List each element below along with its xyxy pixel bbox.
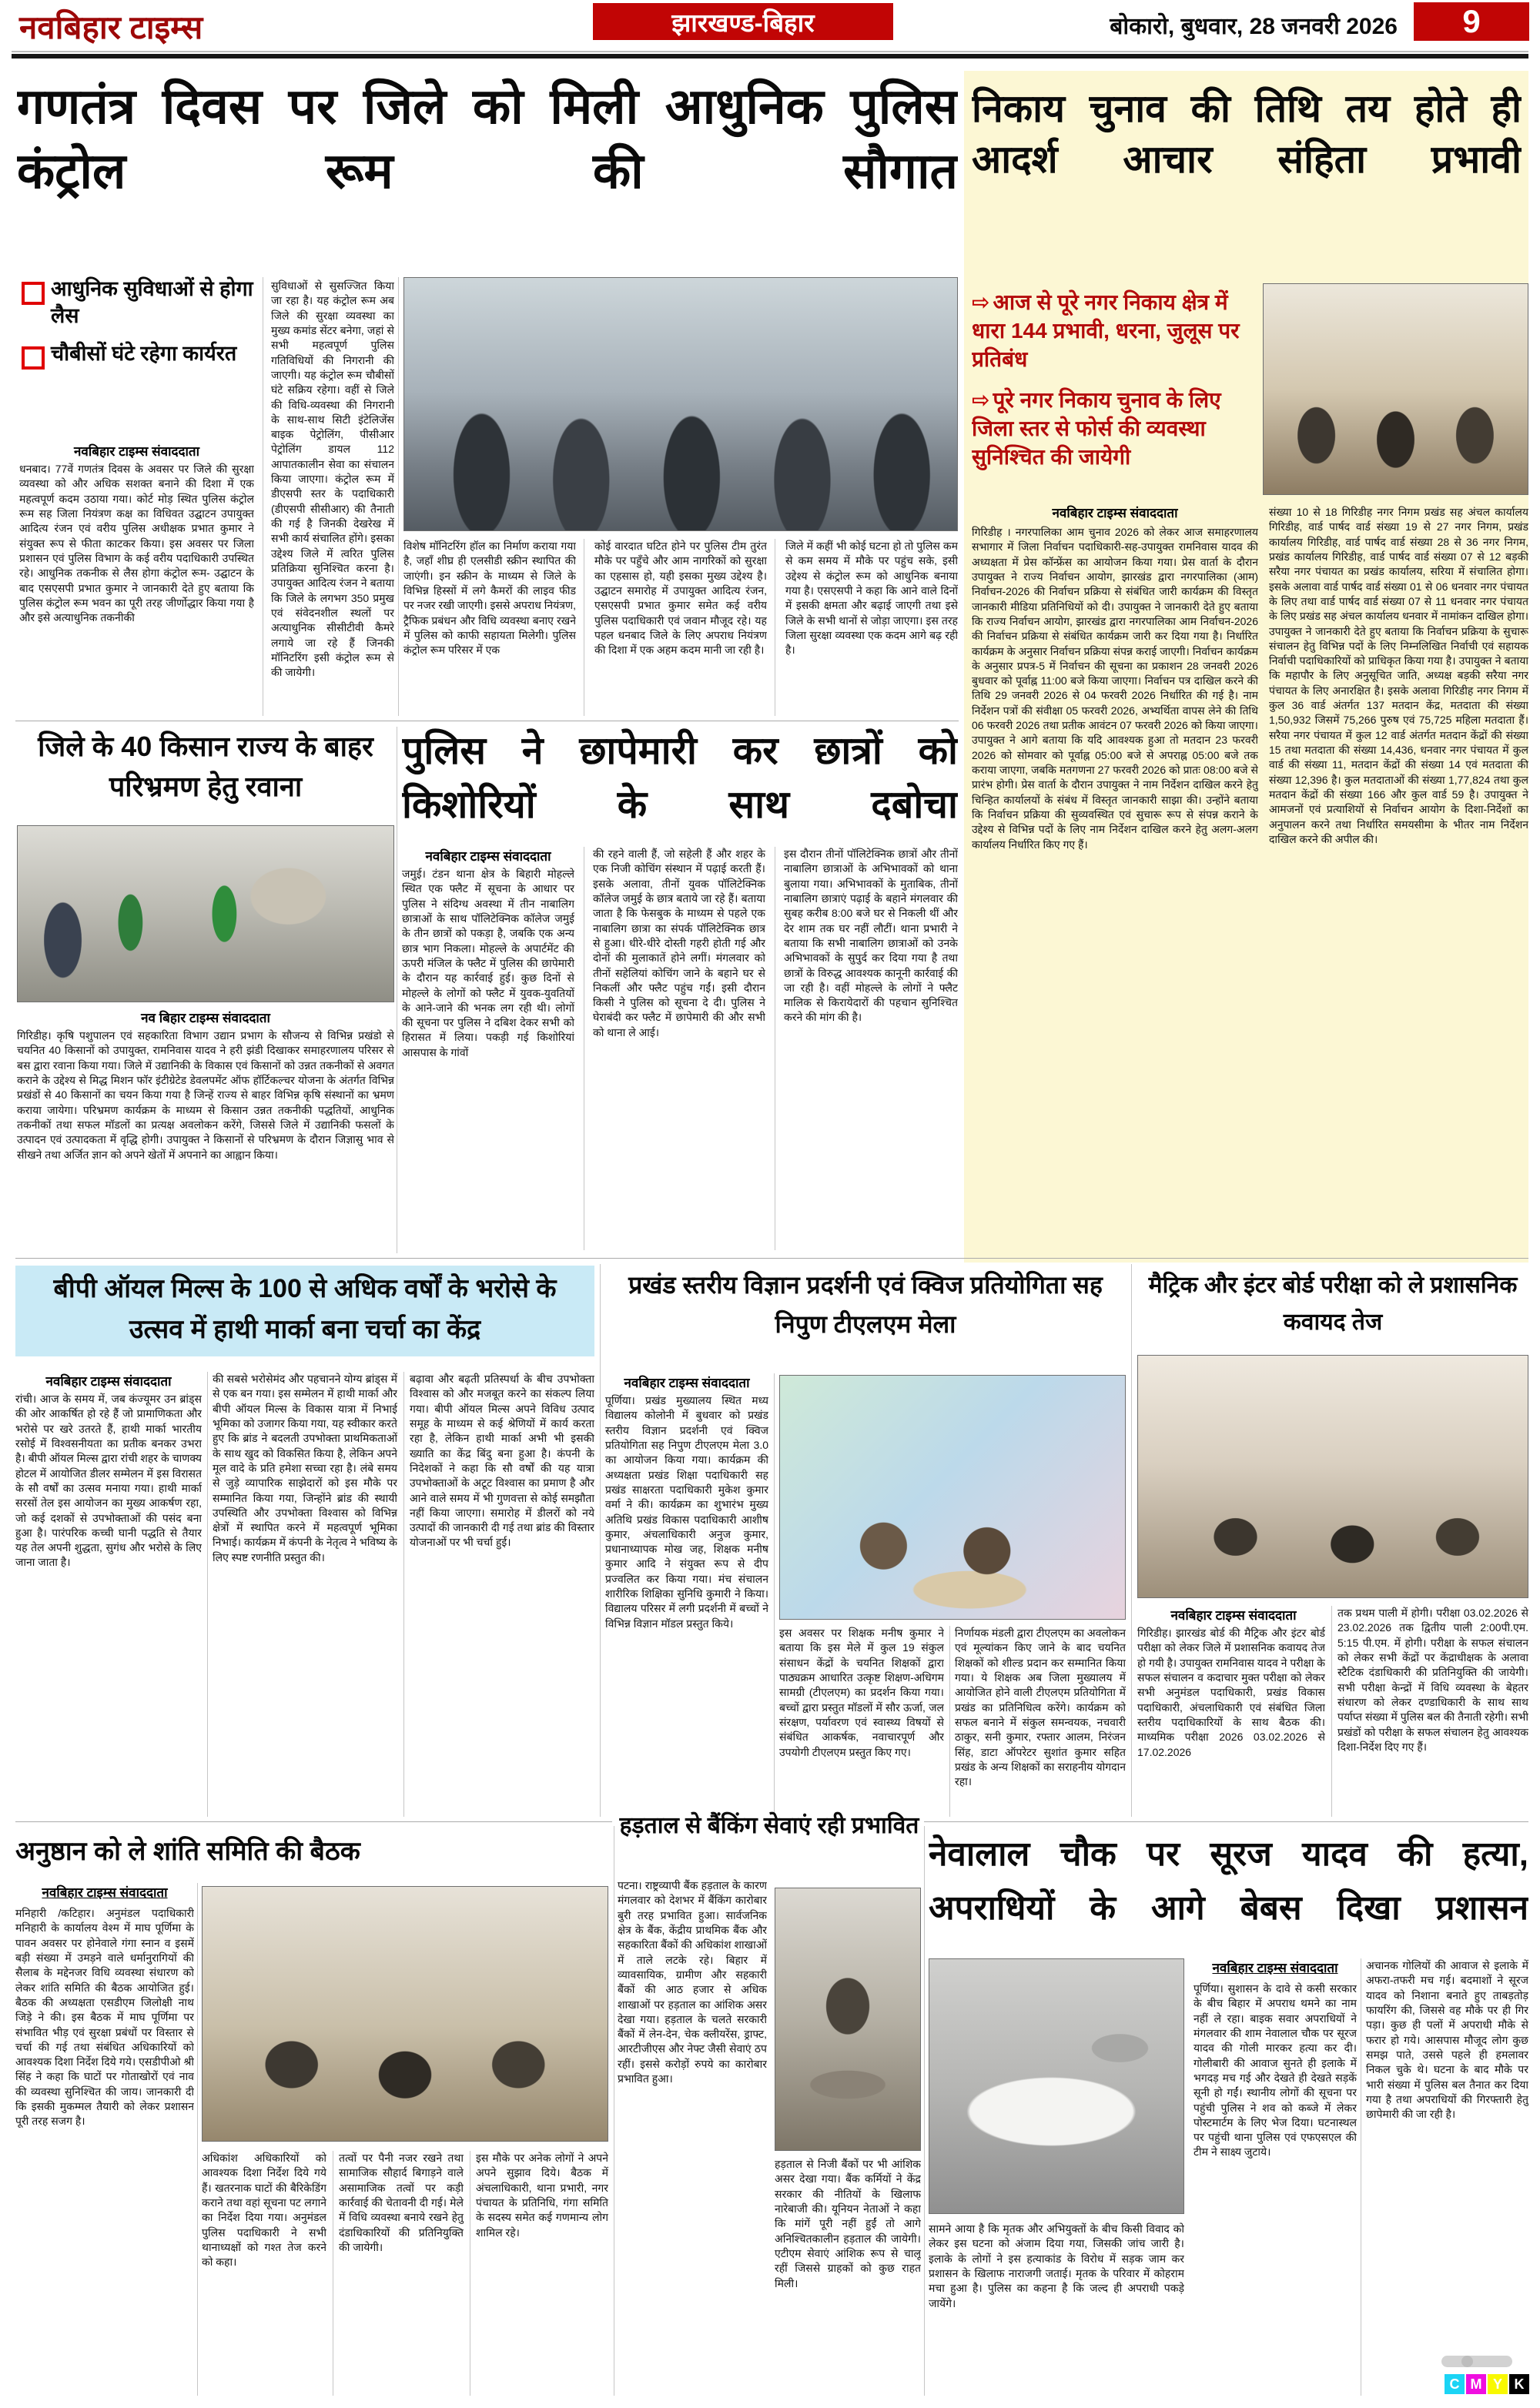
headline-kisan: जिले के 40 किसान राज्य के बाहर परिभ्रमण हेतु रवाना [38,731,373,803]
cmyk-cyan-swatch: C [1445,2374,1465,2394]
band-divider [924,1821,1528,1822]
vigyan-col-2: इस अवसर पर शिक्षक मनीष कुमार ने बताया कि इस मेले में कुल 19 संकुल संसाधन केंद्रों के चयनित शिक्षकों द्वारा पाठ्यक्रम आधारित उत्कृष्ट शिक्षण-अधिगम सामग्री (टीएलएम) का प्रदर्शन किया गया। बच्चों द्वारा प्रस्तुत मॉडलों में सौर ऊर्जा, जल संरक्षण, पर्यावरण एवं स्वास्थ्य विषयों से संबंधित आकर्षक, नवाचारपूर्ण और उपयोगी टीएलएम प्रस्तुत किए गए। [779,1627,944,1758]
red-square-bullet-icon [22,346,45,370]
red-square-bullet-icon [22,282,45,305]
matric-col-2: तक प्रथम पाली में होगी। परीक्षा 03.02.2026 से 23.02.2026 तक द्वितीय पाली 2:00पी.एम. 5:15 पी.एम. में होगी। परीक्षा के सफल संचालन को लेकर सभी केंद्रों पर केंद्राधीक्षक के अलावा स्टैटिक दंडाधिकारी की प्रतिनियुक्ति की जायेगी। सभी परीक्षा केन्द्रों में विधि व्यवस्था के बेहतर संधारण को लेकर दण्डाधिकारी के साथ साथ पर्याप्त संख्या में पुलिस बल की तैनाती रहेगी। सभी प्रखंडों को परीक्षा के सफल संचालन हेतु आवश्यक दिशा-निर्देश दिए गए हैं। [1337,1607,1528,1753]
page-number-badge: 9 [1414,2,1529,41]
cmyk-yellow-swatch: Y [1488,2374,1508,2394]
photo-crime-scene [929,1958,1184,2214]
arrow-right-icon: ⇨ [972,290,990,314]
bullet-text: चौबीसों घंटे रहेगा कार्यरत [51,342,237,366]
control-room-col-3: विशेष मॉनिटरिंग हॉल का निर्माण कराया गया है, जहाँ शीघ्र ही एलसीडी स्क्रीन स्थापित की जाएंगी। इन स्क्रीन के माध्यम से जिले के विभिन्न हिस्सों में लगे कैमरों की लाइव फीड पर नजर रखी जाएगी। इससे अपराध नियंत्रण, ट्रैफिक प्रबंधन और विधि व्यवस्था बनाए रखने में पुलिस को काफी सहायता मिलेगी। पुलिस कंट्रोल रूम परिसर में एक [403,540,576,657]
photo-shanti-meeting [202,1886,608,2142]
arrow-text: आज से पूरे नगर निकाय क्षेत्र में धारा 144 प्रभावी, धरना, जुलूस पर प्रतिबंध [972,290,1240,371]
arrow-point [972,386,1258,472]
headline-hadtal: हड़ताल से बैंकिंग सेवाएं रही प्रभावित [619,1813,919,1838]
kisan-body: गिरिडीह। कृषि पशुपालन एवं सहकारिता विभाग उद्यान प्रभाग के सौजन्य से विभिन्न प्रखंडो से चयनित 40 किसानों को उपायुक्त, रामनिवास यादव ने हरी झंडी दिखाकर समाहरणालय परिसर से बस द्वारा रवाना किया गया। जिले में उद्यानिकी के विकास एवं किसानों को उन्नत तकनीकों से अवगत कराने के उद्देश्य से मिद्ध मिशन फॉर इंटीग्रेटेड डेवलपमेंट ऑफ हॉर्टिकल्चर योजना के अंतर्गत विभिन्न प्रखंडों से 40 किसानों का चयन किया गया है जिन्हें राज्य से बाहर विभिन्न कृषि संस्थानों का भ्रमण कराया जायेगा। परिभ्रमण कार्यक्रम के माध्यम से किसान उन्नत तकनीकी पद्धतियों, आधुनिक तकनीकों तथा सफल मॉडलों का प्रत्यक्ष अवलोकन करेंगे, जिससे जिले में उद्यानिकी फसलों के उत्पादन एवं उत्पादकता में वृद्धि होगी। उपायुक्त ने किसानों से परिभ्रमण के दौरान जिज्ञासु भाव से सीखने तथा अर्जित ज्ञान को अपने खेतों में अपनाने का आह्वान किया। [17,1029,394,1161]
photo-vigyan-mela [779,1375,1126,1620]
byline-matric: नवबिहार टाइम्स संवाददाता [1170,1608,1297,1623]
control-room-col-5: जिले में कहीं भी कोई घटना हो तो पुलिस कम से कम समय में मौके पर पहुंच सके, इसी उद्देश्य से कंट्रोल रूम को आधुनिक बनाया गया है। एसएसपी ने कहा कि आने वाले दिनों में इसकी क्षमता और बढ़ाई जाएगी तथा इसे जिले के सभी थानों से जोड़ा जाएगा। इस तरह जिला सुरक्षा व्यवस्था एक कदम आगे बढ़ रही है। [785,540,958,657]
shanti-col-a: अधिकांश अधिकारियों को आवश्यक दिशा निर्देश दिये गये हैं। खतरनाक घाटों की बैरिकेडिंग कराने तथा वहां सूचना पट लगाने का निर्देश दिया गया। अनुमंडल पुलिस पदाधिकारी ने सभी थानाध्यक्षों को गश्त तेज करने को कहा। [202,2152,326,2269]
column-rule [949,1626,950,1817]
chhapemari-col-1: जमुई। टंडन थाना क्षेत्र के बिहारी मोहल्ले स्थित एक फ्लैट में सूचना के आधार पर पुलिस ने संदिग्ध अवस्था में तीन नाबालिग छात्राओं के साथ पॉलिटेक्निक कॉलेज जमुई के तीन छात्रों को पकड़ा है, जबकि एक अन्य छात्र भाग निकला। मोहल्ले के अपार्टमेंट की ऊपरी मंजिल के फ्लैट में पुलिस की छापेमारी के दौरान यह कार्रवाई हुई। कुछ दिनों से मोहल्ले के लोगों को फ्लैट में युवक-युवतियों के आने-जाने की भनक लग रही थी। लोगों की सूचना पर पुलिस ने दबिश देकर सभी को हिरासत में लिया। पकड़ी गई किशोरियां आसपास के गांवों [402,868,574,1059]
byline-chhapemari: नवबिहार टाइम्स संवाददाता [425,849,551,864]
print-slider-track [1441,2356,1512,2367]
hatya-col-below-photo: सामने आया है कि मृतक और अभियुक्तों के बीच किसी विवाद को लेकर इस घटना को अंजाम दिया गया, जिसकी जांच जारी है। इलाके के लोगों ने इस हत्याकांड के विरोध में सड़क जाम कर प्रशासन के खिलाफ नाराजगी जताई। मृतक के परिवार में कोहराम मचा हुआ है। पुलिस का कहना है कि जल्द ही अपराधी पकड़े जायेंगे। [929,2222,1184,2309]
headline-bp-oil: बीपी ऑयल मिल्स के 100 से अधिक वर्षों के भरोसे के उत्सव में हाथी मार्का बना चर्चा का केंद्र [15,1266,594,1356]
bullet-item [22,276,254,329]
story-rule [1131,1264,1132,1817]
arrow-text: पूरे नगर निकाय चुनाव के लिए जिला स्तर से फोर्स की व्यवस्था सुनिश्चित की जायेगी [972,387,1221,469]
byline-control-room: नवबिहार टाइम्स संवाददाता [73,444,200,459]
arrow-right-icon: ⇨ [972,387,990,412]
byline-vigyan: नवबिहार टाइम्स संवाददाता [624,1376,750,1390]
headline-vigyan: प्रखंड स्तरीय विज्ञान प्रदर्शनी एवं क्विज प्रतियोगिता सह निपुण टीएलएम मेला [628,1271,1103,1339]
matric-col-1: गिरिडीह। झारखंड बोर्ड की मैट्रिक और इंटर बोर्ड परीक्षा को लेकर जिले में प्रशासनिक कवायद तेज हो गयी है। उपायुक्त रामनिवास यादव ने परीक्षा के सफल संचालन व कदाचार मुक्त परीक्षा को लेकर सभी अनुमंडल पदाधिकारी, प्रखंड विकास पदाधिकारी, अंचलाधिकारी एवं संबंधित जिला स्तरीय पदाधिकारियों के साथ बैठक की। माध्यमिक परीक्षा 2026 03.02.2026 से 17.02.2026 [1137,1627,1325,1758]
column-rule [1331,1606,1332,1817]
hatya-col-3: अचानक गोलियों की आवाज से इलाके में अफरा-तफरी मच गई। बदमाशों ने सूरज यादव को निशाना बनाते हुए ताबड़तोड़ फायरिंग की, जिससे वह मौके पर ही गिर पड़ा। कुछ ही पलों में अपराधी मौके से फरार हो गये। आसपास मौजूद लोग कुछ समझ पाते, उससे पहले ही हमलावर निकल चुके थे। घटना के बाद मौके पर भारी संख्या में पुलिस बल तैनात कर दिया गया है तथा अपराधियों की गिरफ्तारी हेतु छापेमारी की जा रही है। [1366,1959,1528,2121]
headline-matric: मैट्रिक और इंटर बोर्ड परीक्षा को ले प्रशासनिक कवायद तेज [1148,1273,1518,1335]
nikay-right-col: संख्या 10 से 18 गिरिडीह नगर निगम प्रखंड सह अंचल कार्यालय गिरिडीह, वार्ड पार्षद वार्ड संख्या 19 से 27 नगर निगम, प्रखंड कार्यालय गिरिडीह, वार्ड पार्षद वार्ड संख्या 28 से 36 नगर निगम, प्रखंड कार्यालय गिरिडीह, वार्ड पार्षद वार्ड संख्या 07 से 12 बड़की सरैया नगर पंचायत का प्रखंड कार्यालय, सरिया में संचालित होगा। इसके अलावा वार्ड पार्षद वार्ड संख्या 01 से 06 धनवार नगर पंचायत के लिए तथा वार्ड पार्षद वार्ड संख्या 07 से 11 धनवार नगर पंचायत के लिए प्रखंड सह अंचल कार्यालय धनवार में नामांकन दाखिल होगा। उपायुक्त ने जानकारी देते हुए बताया कि निर्वाचन प्रक्रिया के सुचारू संचालन हेतु विभिन्न पदों के लिए निम्नलिखित निर्वाची एवं सहायक निर्वाची पदाधिकारियों को प्राधिकृत किया गया है। उपायुक्त ने बताया कि महापौर के लिए अनुसूचित जाति, अध्यक्ष बड़की सरैया नगर पंचायत के लिए अनारक्षित है। इसके अलावा गिरिडीह नगर निगम में कुल 36 वार्ड अंतर्गत 137 मतदान केंद्र, मतदाता की संख्या 1,50,932 जिसमें 75,266 पुरुष एवं 75,725 महिला मतदाता हैं। सरैया नगर पंचायत में कुल 12 वार्ड अंतर्गत मतदान केंद्रों की संख्या 15 तथा मतदाता की संख्या 14,436, धनवार नगर पंचायत में कुल वार्ड की संख्या 11, मतदान केंद्रों की संख्या 14 एवं मतदाता की संख्या 12,396 है। कुल मतदाताओं की संख्या 1,77,824 तथा कुल मतदान केंद्रों की संख्या 166 और कुल वार्ड 59 है। उपायुक्त ने आमजनों एवं प्रत्याशियों से निर्वाचन आयोग के दिशा-निर्देशों का अनुपालन करने तथा निर्धारित समयसीमा के भीतर नाम निर्देशन दाखिल करने की अपील की। [1269,506,1528,845]
nikay-arrow-points [972,289,1258,498]
masthead: नवबिहार टाइम्स [19,9,203,45]
byline-kisan: नव बिहार टाइम्स संवाददाता [141,1011,270,1025]
vigyan-col-3: निर्णायक मंडली द्वारा टीएलएम का अवलोकन एवं मूल्यांकन किए जाने के बाद चयनित शिक्षकों को शील्ड प्रदान कर सम्मानित किया गया। ये शिक्षक अब जिला मुख्यालय में आयोजित होने वाली टीएलएम प्रतियोगिता में प्रखंड का प्रतिनिधित्व करेंगे। कार्यक्रम को सफल बनाने में संकुल समन्वयक, नचवारी ठाकुर, सनी कुमार, रफ्तार आलम, निरंजन सिंह, डाटा ऑपरेटर सुशांत कुमार सहित प्रखंड के अन्य शिक्षकों का सराहनीय योगदान रहा। [955,1627,1126,1788]
column-rule [398,277,399,716]
hadtal-col-2: हड़ताल से निजी बैंकों पर भी आंशिक असर देखा गया। बैंक कर्मियों ने केंद्र सरकार की नीतियों के खिलाफ नारेबाजी की। यूनियन नेताओं ने कहा कि मांगें पूरी नहीं हुईं तो आगे अनिश्चितकालीन हड़ताल की जायेगी। एटीएम सेवाएं आंशिक रूप से चालू रहीं जिससे ग्राहकों को कुछ राहत मिली। [775,2158,921,2289]
headline-control-room: गणतंत्र दिवस पर जिले को मिली आधुनिक पुलिस कंट्रोल रूम की सौगात [17,79,958,199]
vigyan-col-1: पूर्णिया। प्रखंड मुख्यालय स्थित मध्य विद्यालय कोलोनी में बुधवार को प्रखंड स्तरीय विज्ञान प्रदर्शनी एवं क्विज प्रतियोगिता सह निपुण टीएलएम मेला 3.0 का आयोजन किया गया। कार्यक्रम की अध्यक्षता प्रखंड शिक्षा पदाधिकारी सह प्रखंड साक्षरता पदाधिकारी मुकेश कुमार वर्मा ने की। कार्यक्रम का शुभारंभ मुख्य अतिथि प्रखंड विकास पदाधिकारी आशीष कुमार, अंचलाधिकारी अनुज कुमार, प्रधानाध्यापक मोख जह, शिक्षक मनीष कुमार आदि ने संयुक्त रूप से दीप प्रज्वलित कर किया गया। मंच संचालन शारीरिक शिक्षिका सुनिधि कुमारी ने किया। विद्यालय परिसर में लगी प्रदर्शनी में बच्चों ने विभिन्न विज्ञान मॉडल प्रस्तुत किये। [605,1394,768,1630]
bullet-item [22,340,254,370]
bp-oil-col-3: बढ़ावा और बढ़ती प्रतिस्पर्धा के बीच उपभोक्ता विश्वास को और मजबूत करने का संकल्प लिया गया। बीपी ऑयल मिल्स अपने विविध उत्पाद समूह के माध्यम से कई श्रेणियों में कार्य करता रहा है, लेकिन हाथी मार्का अभी भी इसकी ख्याति का केंद्र बिंदु बना हुआ है। कंपनी के निदेशकों ने कहा कि सौ वर्षों की यह यात्रा उपभोक्ताओं के अटूट विश्वास का प्रमाण है और आने वाले समय में भी गुणवत्ता से कोई समझौता नहीं किया जाएगा। समारोह में डीलरों को नये उत्पादों की जानकारी दी गई तथा ब्रांड की विस्तार योजनाओं पर भी चर्चा हुई। [410,1373,594,1549]
photo-kisan-flagoff [17,825,394,1002]
cmyk-black-swatch: K [1509,2374,1529,2394]
byline-nikay: नवबिहार टाइम्स संवाददाता [1052,506,1178,520]
arrow-point [972,289,1258,374]
headline-chhapemari: पुलिस ने छापेमारी कर छात्रों को किशोरियों के साथ दबोचा [402,729,958,826]
print-slider-knob [1461,2356,1473,2367]
bullet-text: आधुनिक सुविधाओं से होगा लैस [51,277,253,328]
control-room-col-4: कोई वारदात घटित होने पर पुलिस टीम तुरंत मौके पर पहुँचे और आम नागरिकों को सुरक्षा का एहसास हो, यही इसका मुख्य उद्देश्य है। उद्घाटन समारोह में उपायुक्त आदित्य रंजन, एसएसपी प्रभात कुमार समेत कई वरीय पुलिस पदाधिकारी एवं जवान मौजूद रहे। यह पहल धनबाद जिले के लिए अपराध नियंत्रण की दिशा में एक अहम कदम मानी जा रही है। [594,540,767,657]
region-banner: झारखण्ड-बिहार [593,3,893,40]
story-rule [600,1264,601,1817]
control-room-bullets [22,276,254,439]
band-divider [15,1821,612,1822]
control-room-col-2: सुविधाओं से सुसज्जित किया जा रहा है। यह कंट्रोल रूम अब जिले की सुरक्षा व्यवस्था का मुख्य कमांड सेंटर बनेगा, जहां से सभी महत्वपूर्ण पुलिस गतिविधियों की निगरानी की जाएगी। यह कंट्रोल रूम चौबीसों घंटे सक्रिय रहेगा। वहीं से जिले की विधि-व्यवस्था की निगरानी के साथ-साथ सिटी इंटेलिजेंस बाइक पेट्रोलिंग, पीसीआर पेट्रोलिंग डायल 112 आपातकालीन सेवा का संचालन किया जाएगा। कंट्रोल रूम में डीएसपी स्तर के पदाधिकारी (डीएसपी सीसीआर) की तैनाती की गई है जिनकी देखरेख में सभी कार्य संचालित होंगे। इसका उद्देश्य जिले में त्वरित पुलिस प्रतिक्रिया सुनिश्चित करना है। उपायुक्त आदित्य रंजन ने बताया कि जिले के लगभग 350 प्रमुख एवं संवेदनशील स्थलों पर अत्याधुनिक सीसीटीवी कैमरे लगाये जा रहे हैं जिनकी मॉनिटरिंग इसी कंट्रोल रूम से की जायेगी। [271,279,394,679]
shanti-col-b: तत्वों पर पैनी नजर रखने तथा सामाजिक सौहार्द बिगाड़ने वाले असामाजिक तत्वों पर कड़ी कार्रवाई की चेतावनी दी गई। मेले में विधि व्यवस्था बनाये रखने हेतु दंडाधिकारियों की प्रतिनियुक्ति की जायेगी। [339,2152,464,2253]
photo-hadtal-bank [775,1888,921,2151]
cmyk-magenta-swatch: M [1466,2374,1486,2394]
nikay-lead-col: गिरिडीह । नगरपालिका आम चुनाव 2026 को लेकर आज समाहरणालय सभागार में जिला निर्वाचन पदाधिकारी-सह-उपायुक्त रामनिवास यादव की अध्यक्षता में प्रेस कॉन्फ्रेंस का आयोजन किया गया। प्रेस वार्ता के दौरान उपायुक्त ने राज्य निर्वाचन आयोग, झारखंड द्वारा नगरपालिका (आम) निर्वाचन-2026 की निर्वाचन प्रक्रिया से संबंधित जारी कार्यक्रम की विस्तृत जानकारी मीडिया प्रतिनिधियों को दी। उपायुक्त ने जानकारी देते हुए बताया कि राज्य निर्वाचन आयोग, झारखंड द्वारा नगरपालिका आम निर्वाचन-2026 की निर्वाचन प्रक्रिया से संबंधित कार्यक्रम जारी कर दिया गया है। निर्धारित कार्यक्रम के अनुसार निर्वाचन प्रक्रिया संपन्न कराई जाएगी। निर्वाचन कार्यक्रम के अनुसार प्रपत्र-5 में निर्वाचन की सूचना का प्रकाशन 28 जनवरी 2026 बुधवार को पूर्वाह्न 11:00 बजे किया जाएगा। निर्वाचन पत्र दाखिल करने की तिथि 29 जनवरी 2026 से 04 फरवरी 2026 निर्धारित की गई है। नाम निर्देशन पत्रों की संवीक्षा 05 फरवरी 2026, अभ्यर्थिता वापस लेने की तिथि 06 फरवरी 2026 तथा प्रतीक आवंटन 07 फरवरी 2026 को किया जाएगा। उपायुक्त ने आगे बताया कि यदि आवश्यक हुआ तो मतदान 23 फरवरी 2026 को सोमवार को पूर्वाह्न 05:00 बजे से अपराह्न 05:00 बजे तक कराया जाएगा, जबकि मतगणना 27 फरवरी 2026 को प्रातः 08:00 बजे से प्रारंभ होगी। प्रेस वार्ता के दौरान उपायुक्त ने नाम निर्देशन दाखिल करने हेतु चिन्हित कार्यालयों के संबंध में विस्तृत जानकारी साझा की। उन्होंने बताया कि निर्वाचन प्रक्रिया की सुव्यवस्थित एवं सुचारू रूप से संपन्न कराने के उद्देश्य से विभिन्न पदों के लिए नाम निर्देशन दाखिल करने हेतु अलग-अलग कार्यालय निर्धारित किए गए हैं। [972,526,1258,851]
hadtal-col-1: पटना। राष्ट्रव्यापी बैंक हड़ताल के कारण मंगलवार को देशभर में बैंकिंग कारोबार बुरी तरह प्रभावित हुआ। सार्वजनिक क्षेत्र के बैंक, केंद्रीय प्राथमिक बैंक और सहकारिता बैंकों की अधिकांश शाखाओं में ताले लटके रहे। बिहार में व्यावसायिक, ग्रामीण और सहकारी बैंकों की आठ हजार से अधिक शाखाओं पर हड़ताल का आंशिक असर देखा गया। हड़ताल के चलते सरकारी बैंकों में लेन-देन, चेक क्लीयरेंस, ड्राफ्ट, आरटीजीएस और नेफ्ट जैसी सेवाएं ठप रहीं। इससे करोड़ों रुपये का कारोबार प्रभावित हुआ। [618,1879,767,2085]
byline-bp-oil: नवबिहार टाइम्स संवाददाता [45,1374,172,1389]
photo-police-inauguration [403,277,958,531]
header-rule-thin [12,51,1528,52]
headline-nikay-chunav: निकाय चुनाव की तिथि तय होते ही आदर्श आचार संहिता प्रभावी [972,87,1522,181]
header-rule-thick [12,54,1528,59]
column-rule [774,1373,775,1817]
bp-oil-col-1: रांची। आज के समय में, जब कंज्यूमर उन ब्रांड्स की ओर आकर्षित हो रहे हैं जो प्रामाणिकता और भरोसे पर खरे उतरते हैं, हाथी मार्का भारतीय रसोई में विश्वसनीयता का प्रतीक बनकर उभरा है। बीपी ऑयल मिल्स द्वारा रांची शहर के चाणक्य होटल में आयोजित डीलर सम्मेलन में इस विरासत के सौ वर्षों का उत्सव मनाया गया। हाथी मार्का सरसों तेल इस आयोजन का मुख्य आकर्षण रहा, जो कई दशकों से उपभोक्ताओं की पसंद बना हुआ है। पारंपरिक कच्ची घानी पद्धति से तैयार यह तेल अपनी शुद्धता, सुगंध और भरोसे के लिए जाना जाता है। [15,1393,202,1569]
column-rule [207,1372,208,1817]
column-rule [197,1883,198,2396]
shanti-col-1: मनिहारी /कटिहार। अनुमंडल पदाधिकारी मनिहारी के कार्यालय वेश्म में माघ पूर्णिमा के पावन अवसर पर होनेवाले गंगा स्नान व इसमें बड़ी संख्या में उमड़ने वाले धर्मानुरागियों की सैलाब के मद्देनजर विधि व्यवस्था संधारण को लेकर शांति समिति की बैठक आयोजित हुई। बैठक की अध्यक्षता एसडीएम जिलोक्षी नाथ जिड़े ने की। इस बैठक में माघ पूर्णिमा पर संभावित भीड़ एवं सुरक्षा प्रबंधों पर विस्तार से चर्चा की गई तथा संबंधित अधिकारियों को आवश्यक दिशा निर्देश दिये गये। एसडीपीओ श्री सिंह ने कहा कि घाटों पर गोताखोरों एवं नाव की व्यवस्था सुनिश्चित की जाय। जानकारी दी कि इसकी मुकम्मल तैयारी को लेकर प्रशासन पूरी तरह सजग है। [15,1907,194,2128]
band-divider [15,1258,1528,1259]
bp-oil-col-2: की सबसे भरोसेमंद और पहचानने योग्य ब्रांड्स में से एक बन गया। इस सम्मेलन में हाथी मार्का और बीपी ऑयल मिल्स के विकास यात्रा में निभाई भूमिका को उजागर किया गया, यह स्वीकार करते हुए कि ब्रांड ने बदलती उपभोक्ता प्राथमिकताओं के साथ खुद को विकसित किया है, लेकिन अपने मूल वादे के प्रति हमेशा सच्चा रहा है। लंबे समय से जुड़े व्यापारिक साझेदारों को इस मौके पर सम्मानित किया गया, जिन्होंने ब्रांड की स्थायी उपस्थिति और उपभोक्ता विश्वास को विभिन्न क्षेत्रों में स्थापित करने में महत्वपूर्ण भूमिका निभाई। कार्यक्रम में कंपनी के नेतृत्व ने भविष्य के लिए स्पष्ट रणनीति प्रस्तुत की। [213,1373,397,1564]
shanti-col-c: इस मौके पर अनेक लोगों ने अपने अपने सुझाव दिये। बैठक में अंचलाधिकारी, थाना प्रभारी, नगर पंचायत के प्रतिनिधि, गंगा समिति के सदस्य समेत कई गणमान्य लोग शामिल रहे। [476,2152,608,2239]
page-dateline: बोकारो, बुधवार, 28 जनवरी 2026 [1110,14,1398,39]
chhapemari-col-2: की रहने वाली हैं, जो सहेली हैं और शहर के एक निजी कोचिंग संस्थान में पढ़ाई करती हैं। इसके अलावा, तीनों युवक पॉलिटेक्निक कॉलेज जमुई के छात्र बताये जा रहे हैं। बताया जाता है कि फेसबुक के माध्यम से पहले एक नाबालिग छात्रा का संपर्क पॉलिटेक्निक छात्र से हुआ। धीरे-धीरे दोस्ती गहरी होती गई और दोनों की मुलाकातें होने लगीं। मंगलवार को तीनों सहेलियां कोचिंग जाने के बहाने घर से निकलीं और फ्लैट पहुंच गईं। इसी दौरान किसी ने पुलिस को सूचना दे दी। पुलिस ने घेराबंदी कर फ्लैट में छापेमारी की और सभी को थाना ले आई। [593,848,765,1038]
story-rule [924,1826,925,2396]
chhapemari-col-3: इस दौरान तीनों पॉलिटेक्निक छात्रों और तीनों नाबालिग छात्राओं के अभिभावकों को थाना बुलाया गया। अभिभावकों के मुताबिक, तीनों नाबालिग छात्राएं पढ़ाई के बहाने मंगलवार की सुबह करीब 8:00 बजे घर से निकली थीं और देर शाम तक घर नहीं लौटीं। थाना प्रभारी ने बताया कि सभी नाबालिग छात्राओं को उनके अभिभावकों के सुपुर्द कर दिया गया है तथा छात्रों के विरुद्ध आवश्यक कानूनी कार्रवाई की जा रही है। वहीं मोहल्ले के लोगों ने फ्लैट मालिक से किरायेदारों की पहचान सुनिश्चित करने की मांग की है। [784,848,958,1024]
hatya-col-2: पूर्णिया। सुशासन के दावे से कसी सरकार के बीच बिहार में अपराध थमने का नाम नहीं ले रहा। बाइक सवार अपराधियों ने मंगलवार की शाम नेवालाल चौक पर सूरज यादव की गोली मारकर हत्या कर दी। गोलीबारी की आवाज सुनते ही इलाके में भगदड़ मच गई और देखते ही देखते सड़कें सूनी हो गईं। स्थानीय लोगों की सूचना पर पहुंची पुलिस ने शव को कब्जे में लेकर पोस्टमार्टम के लिए भेज दिया। घटनास्थल पर पहुंची थाना पुलिस एवं एफएसएल की टीम ने साक्ष्य जुटाये। [1194,1982,1357,2159]
column-rule [403,1372,404,1817]
control-room-col-1: धनबाद। 77वें गणतंत्र दिवस के अवसर पर जिले की सुरक्षा व्यवस्था को और अधिक सशक्त बनाने की दिशा में एक महत्वपूर्ण कदम उठाया गया। कोर्ट मोड़ स्थित पुलिस कंट्रोल रूम सह जिला नियंत्रण कक्ष का विधिवत उद्घाटन उपायुक्त आदित्य रंजन एवं वरीय पुलिस अधीक्षक प्रभात कुमार ने संयुक्त रूप से फीता काटकर किया। इस अवसर पर जिला प्रशासन एवं पुलिस विभाग के कई वरीय पदाधिकारी उपस्थित रहे। आधुनिक तकनीक से लैस होगा कंट्रोल रूम- उद्घाटन के बाद एसएसपी प्रभात कुमार ने जानकारी देते हुए बताया कि पुलिस कंट्रोल रूम भवन का पूरी तरह जीर्णोद्धार किया गया है और इसे अत्याधुनिक तकनीकी [19,463,254,624]
photo-matric-meeting [1137,1355,1528,1598]
byline-hatya: नवबिहार टाइम्स संवाददाता [1212,1961,1338,1975]
photo-press-conference [1263,283,1528,495]
headline-shanti: अनुष्ठान को ले शांति समिति की बैठक [15,1837,360,1866]
byline-shanti: नवबिहार टाइम्स संवाददाता [42,1885,168,1900]
headline-hatya: नेवालाल चौक पर सूरज यादव की हत्या, अपराधियों के आगे बेबस दिखा प्रशासन [929,1835,1528,1928]
